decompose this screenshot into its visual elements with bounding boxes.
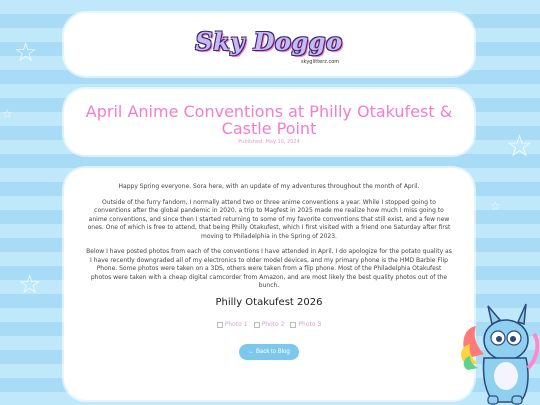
broken-image-icon — [217, 322, 223, 328]
photo-1[interactable] — [217, 321, 248, 330]
post-body — [86, 183, 452, 360]
photo-3[interactable] — [290, 321, 321, 330]
site-logo-subtext: skyglitterz.com — [301, 59, 340, 65]
post-title: April Anime Conventions at Philly Otakufest & Castle Point — [85, 102, 453, 138]
post-content-card — [64, 168, 474, 400]
photo-gallery — [86, 321, 452, 330]
photo-alt-text: Photo 1 — [224, 321, 248, 328]
post-title-card — [64, 89, 474, 155]
photo-alt-text: Photo 2 — [261, 321, 285, 328]
photo-2[interactable] — [254, 321, 285, 330]
photo-alt-text: Photo 3 — [298, 321, 322, 328]
star-icon: ☆ — [490, 199, 501, 213]
star-icon: ☆ — [18, 270, 42, 300]
back-to-blog-button[interactable]: ← Back to Blog — [239, 344, 298, 360]
post-published-date: Published: May 10, 2024 — [238, 139, 300, 145]
post-paragraph: Below I have posted photos from each of the conventions I have attended in April. I do apologize for the potato quality as I have recently downgraded all of my electronics to older model devices, and my primary phone is the HMD Barbie Flip Phone. Some photos were taken on a 3DS, others were taken from a flip phone. Most of the Philadelphia Otakufest photos were taken with a cheap digital camcorder from Amazon, and are most likely the best quality photos out of the bunch. — [86, 248, 452, 289]
broken-image-icon — [290, 322, 296, 328]
mascot-character-image — [458, 298, 540, 405]
section-heading: Philly Otakufest 2026 — [215, 296, 323, 308]
site-logo[interactable]: Sky Doggo — [195, 27, 343, 56]
post-paragraph: Happy Spring everyone. Sora here, with an update of my adventures throughout the month of April. — [118, 183, 420, 190]
star-icon: ☆ — [506, 129, 533, 164]
star-icon: ☆ — [14, 38, 38, 68]
broken-image-icon — [254, 322, 260, 328]
star-icon: ☆ — [2, 107, 13, 121]
post-paragraph: Outside of the furry fandom, I normally attend two or three anime conventions a year. While I stopped going to conventions after the global pandemic in 2020, a trip to Magfest in 2025 made me realize how much I miss going to anime conventions, and since then I started returning to some of my favorite conventions that still exist, and a few new ones. One of which is free to attend, that being Philly Otakufest, which I first visited with a friend one Saturday after first moving to Philadelphia in the Spring of 2023. — [87, 198, 451, 240]
site-header — [64, 13, 474, 76]
